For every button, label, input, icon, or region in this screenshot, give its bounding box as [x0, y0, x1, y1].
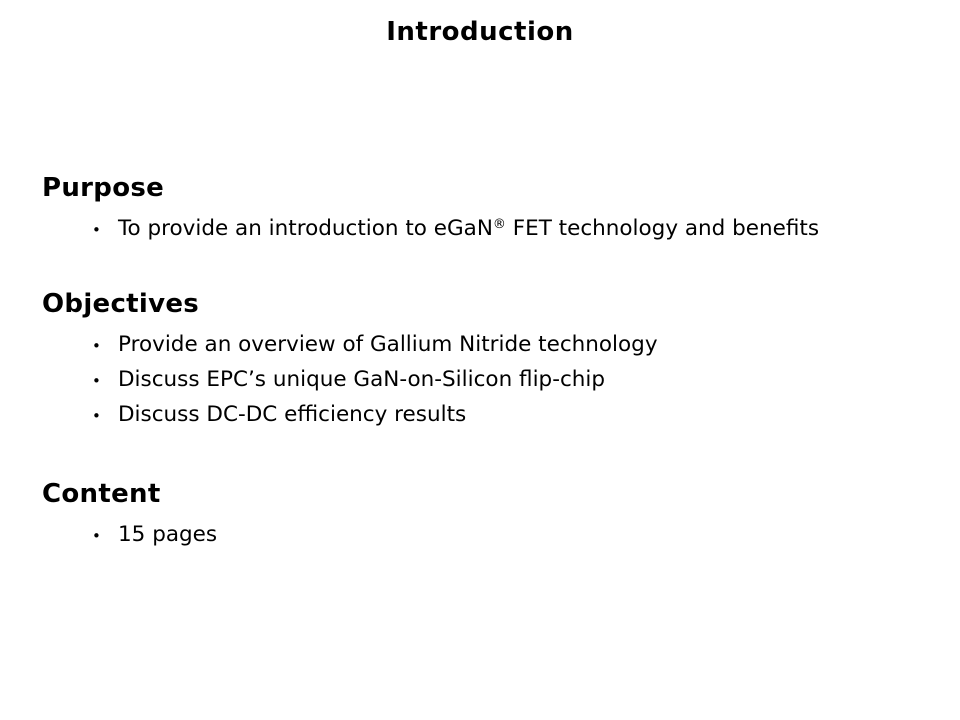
bullet-icon: •	[92, 337, 101, 355]
list-item	[42, 398, 930, 433]
list-item	[42, 363, 930, 398]
bullet-icon: •	[92, 372, 101, 390]
list-item	[42, 518, 930, 553]
bullet-icon: •	[92, 527, 101, 545]
registered-trademark-symbol: ®	[492, 217, 506, 232]
content-heading: Content	[42, 479, 161, 509]
objectives-heading: Objectives	[42, 289, 200, 319]
bullet-text: 15 pages	[118, 522, 218, 547]
bullet-text-pre: To provide an introduction to eGaN	[118, 216, 493, 241]
section-objectives	[42, 289, 930, 433]
bullet-text: Discuss DC-DC efficiency results	[118, 402, 467, 427]
content-bullet-list	[42, 518, 930, 553]
slide-title: Introduction	[386, 17, 574, 47]
bullet-text: Discuss EPC’s unique GaN-on-Silicon flip-chip	[118, 367, 606, 392]
section-content	[42, 479, 930, 553]
section-purpose	[42, 173, 930, 247]
purpose-bullet-list	[42, 212, 930, 247]
bullet-text	[118, 212, 930, 246]
slide-body	[42, 173, 930, 553]
list-item	[42, 328, 930, 363]
bullet-text: Provide an overview of Gallium Nitride technology	[118, 332, 658, 357]
purpose-heading: Purpose	[42, 173, 165, 203]
bullet-text-post: FET technology and benefits	[505, 216, 820, 241]
list-item	[42, 212, 930, 247]
bullet-icon: •	[92, 407, 101, 425]
bullet-icon: •	[92, 221, 101, 239]
objectives-bullet-list	[42, 328, 930, 433]
